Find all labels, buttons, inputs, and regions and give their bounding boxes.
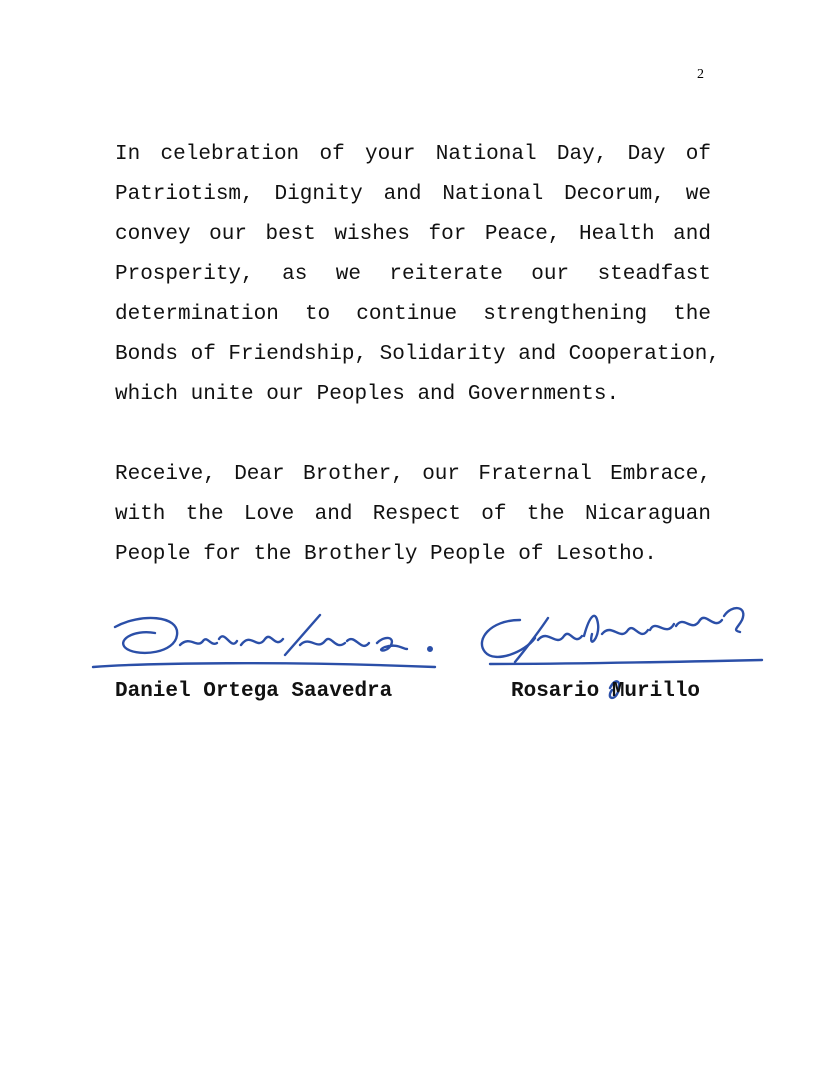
paragraph-line: convey our best wishes for Peace, Health and <box>115 223 711 246</box>
paragraph-line: In celebration of your National Day, Day of <box>115 143 711 166</box>
page-number: 2 <box>697 67 704 82</box>
paragraph-line: which unite our Peoples and Governments. <box>115 383 620 406</box>
letter-paragraph-1 <box>115 135 720 415</box>
paragraph-line: Receive, Dear Brother, our Fraternal Embrace, <box>115 463 711 486</box>
signatory-name-left: Daniel Ortega Saavedra <box>115 680 393 703</box>
paragraph-line: Patriotism, Dignity and National Decorum, we <box>115 183 711 206</box>
signature-left <box>85 605 445 675</box>
paragraph-line: People for the Brotherly People of Lesotho. <box>115 543 657 566</box>
signatory-name-right: Rosario Murillo <box>511 680 701 703</box>
paragraph-line: Prosperity, as we reiterate our steadfast <box>115 263 711 286</box>
paragraph-line: Bonds of Friendship, Solidarity and Cooperation, <box>115 343 720 366</box>
letter-paragraph-2 <box>115 455 711 575</box>
paragraph-line: determination to continue strengthening the <box>115 303 711 326</box>
paragraph-line: with the Love and Respect of the Nicaraguan <box>115 503 711 526</box>
